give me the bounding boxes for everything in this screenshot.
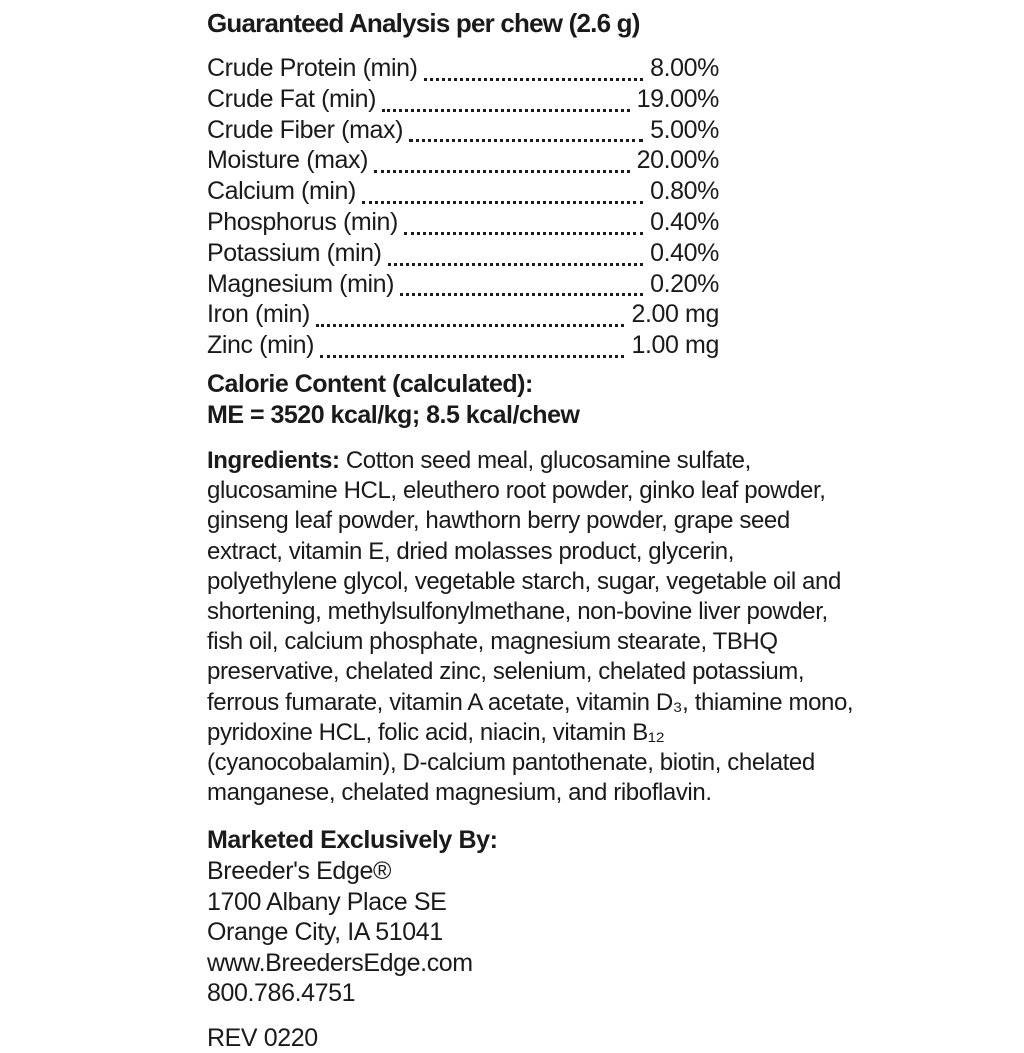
- nutrient-value: 0.40%: [650, 238, 719, 267]
- analysis-row-magnesium: [207, 270, 719, 301]
- address-city-line: Orange City, IA 51041: [207, 918, 443, 947]
- nutrient-name: Phosphorus (min): [207, 207, 398, 236]
- nutrient-name: Crude Protein (min): [207, 54, 418, 82]
- analysis-row-potassium: [207, 239, 719, 270]
- marketed-by-heading: Marketed Exclusively By:: [207, 826, 498, 855]
- guaranteed-analysis-table: [207, 54, 719, 362]
- analysis-row-crude-protein: [207, 54, 719, 85]
- dotted-leader: [382, 109, 630, 112]
- nutrient-value: 2.00 mg: [631, 300, 719, 329]
- revision-code: REV 0220: [207, 1023, 318, 1052]
- phone-line: 800.786.4751: [207, 979, 356, 1008]
- analysis-row-iron: [207, 300, 719, 331]
- nutrient-value: 1.00 mg: [631, 331, 719, 360]
- analysis-row-phosphorus: [207, 208, 719, 239]
- ingredients-label: Ingredients:: [207, 446, 340, 474]
- guaranteed-analysis-title: Guaranteed Analysis per chew (2.6 g): [207, 8, 640, 38]
- ingredients-text: Cotton seed meal, glucosamine sulfate, glucosamine HCL, eleuthero root powder, ginko leaf powder, ginseng leaf powder, hawthorn berry powder, grape seed extract, vitamin E, dried molasses product, glycerin, polyethylene glycol, vegetable starch, sugar, vegetable oil and shortening, methylsulfonylmethane, non-bovine liver powder, fish oil, calcium phosphate, magnesium stearate, TBHQ preservative, chelated zinc, selenium, chelated potassium, ferrous fumarate, vitamin A acetate, vitamin D₃, thiamine mono, pyridoxine HCL, folic acid, niacin, vitamin B₁₂ (cyanocobalamin), D-calcium pantothenate, biotin, chelated manganese, chelated magnesium, and riboflavin.: [207, 446, 854, 807]
- nutrient-name: Iron (min): [207, 300, 310, 329]
- nutrient-value: 0.40%: [650, 207, 719, 236]
- marketed-by-block: [207, 825, 1024, 1009]
- nutrient-name: Zinc (min): [207, 331, 315, 360]
- analysis-row-crude-fat: [207, 85, 719, 116]
- dotted-leader: [404, 232, 643, 235]
- dotted-leader: [388, 263, 644, 266]
- calorie-content-value: ME = 3520 kcal/kg; 8.5 kcal/chew: [207, 400, 580, 429]
- dotted-leader: [316, 324, 624, 327]
- dotted-leader: [424, 78, 644, 81]
- nutrient-value: 20.00%: [636, 146, 719, 175]
- nutrient-name: Moisture (max): [207, 146, 369, 175]
- dotted-leader: [409, 139, 643, 142]
- nutrient-name: Crude Fiber (max): [207, 115, 404, 144]
- dotted-leader: [362, 201, 643, 204]
- dotted-leader: [320, 355, 624, 358]
- nutrient-name: Potassium (min): [207, 238, 382, 267]
- brand-name-line: Breeder's Edge®: [207, 857, 391, 886]
- nutrient-value: 19.00%: [636, 84, 719, 113]
- nutrient-name: Crude Fat (min): [207, 84, 377, 113]
- calorie-content-block: [207, 369, 1024, 431]
- nutrient-value: 0.80%: [650, 177, 719, 206]
- address-street-line: 1700 Albany Place SE: [207, 887, 447, 916]
- nutrient-name: Calcium (min): [207, 177, 356, 206]
- nutrient-value: 8.00%: [650, 54, 719, 82]
- nutrient-value: 0.20%: [650, 269, 719, 298]
- dotted-leader: [374, 170, 630, 173]
- analysis-row-moisture: [207, 146, 719, 177]
- analysis-row-zinc: [207, 331, 719, 362]
- calorie-content-heading: Calorie Content (calculated):: [207, 369, 533, 398]
- dotted-leader: [400, 293, 643, 296]
- ingredients-paragraph: [207, 446, 855, 808]
- analysis-row-crude-fiber: [207, 116, 719, 147]
- analysis-row-calcium: [207, 177, 719, 208]
- nutrient-name: Magnesium (min): [207, 269, 395, 298]
- nutrient-value: 5.00%: [650, 115, 719, 144]
- website-line: www.BreedersEdge.com: [207, 948, 473, 977]
